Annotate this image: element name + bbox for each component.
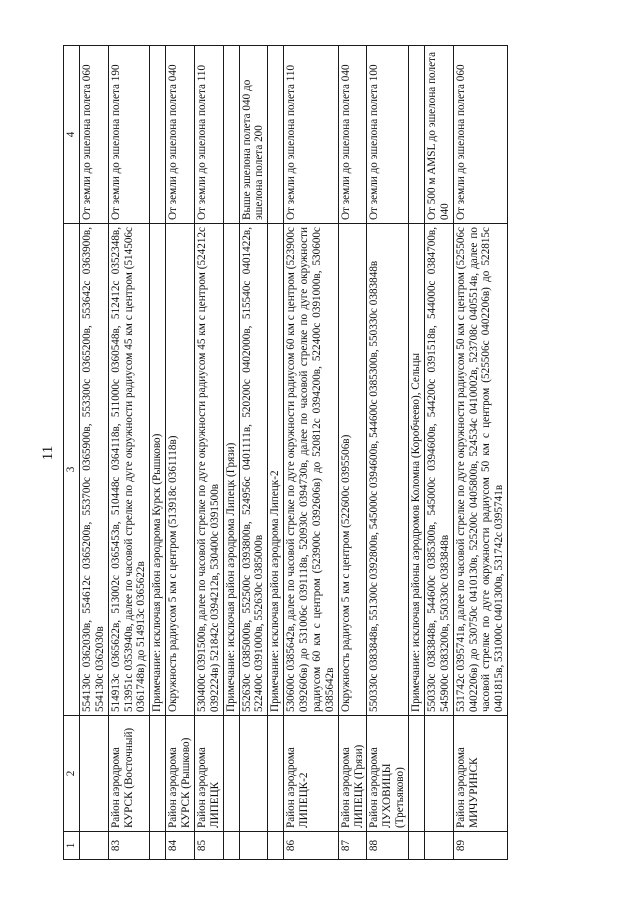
empty-cell bbox=[268, 715, 284, 831]
boundary-description: Окружность радиусом 5 км с центром (522600с 0395506в) bbox=[338, 223, 367, 715]
table-body bbox=[79, 45, 507, 859]
boundary-description: 550330с 0383848в, 551300с 0392800в, 545000с 0394600в, 544600с 0385300в, 550330с 0383848в bbox=[367, 223, 409, 715]
rotated-page bbox=[37, 42, 603, 864]
column-header: 1 bbox=[64, 831, 80, 859]
aerodrome-name bbox=[424, 715, 453, 831]
note-cell: Примечание: исключая район аэродрома Липецк-2 bbox=[268, 223, 284, 715]
aerodrome-name: Район аэродрома ЛИПЕЦК (Грязи) bbox=[338, 715, 367, 831]
altitude-limits: От земли до эшелона полета 110 bbox=[284, 45, 339, 223]
airspace-table bbox=[63, 45, 508, 860]
table-row bbox=[338, 45, 367, 859]
altitude-limits: От земли до эшелона полета 110 bbox=[194, 45, 223, 223]
boundary-description: 514913с 0365622в, 513002с 0365453в, 510448с 0364118в, 511000с 0360548в, 512412с 0352348в, 513951с 0353940в, далее по часовой стрелке по дуге окружности радиусом 45 км с центром (514506с 0361748в) до 514913с 0365622в bbox=[108, 223, 150, 715]
table-row bbox=[453, 45, 508, 859]
table-note-row bbox=[150, 45, 166, 859]
note-cell: Примечание: исключая районы аэродромов Коломна (Коробчеево), Сельцы bbox=[409, 223, 425, 715]
row-number: 85 bbox=[194, 831, 223, 859]
altitude-limits: От земли до эшелона полета 100 bbox=[367, 45, 409, 223]
aerodrome-name: Район аэродрома ЛУХОВИЦЫ (Третьяково) bbox=[367, 715, 409, 831]
boundary-description: 530600с 0385642в, далее по часовой стрелке по дуге окружности радиусом 60 км с центром (523900с 0392606в) до 531006с 0391118в, 520930с 0394730в, далее по часовой стрелке по дуге окружности радиусом 60 км с центром (523900с 0392606в) до 520812с 0394200в, 522400с 0391000в, 530600с 0385642в bbox=[284, 223, 339, 715]
altitude-limits: От земли до эшелона полета 060 bbox=[79, 45, 108, 223]
empty-cell bbox=[268, 831, 284, 859]
note-cell: Примечание: исключая район аэродрома Курск (Рышково) bbox=[150, 223, 166, 715]
empty-cell bbox=[223, 45, 239, 223]
column-header: 3 bbox=[64, 223, 80, 715]
empty-cell bbox=[150, 715, 166, 831]
row-number: 84 bbox=[166, 831, 195, 859]
aerodrome-name: Район аэродрома КУРСК (Рышково) bbox=[166, 715, 195, 831]
empty-cell bbox=[409, 45, 425, 223]
page-number: 11 bbox=[40, 445, 56, 460]
aerodrome-name: Район аэродрома КУРСК (Восточный) bbox=[108, 715, 150, 831]
empty-cell bbox=[150, 45, 166, 223]
row-number: 87 bbox=[338, 831, 367, 859]
boundary-description: 554130с 0362030в, 554612с 0365200в, 553700с 0365900в, 553300с 0365200в, 553642с 0363900в, 554130с 0362030в bbox=[79, 223, 108, 715]
aerodrome-name bbox=[79, 715, 108, 831]
table-row bbox=[194, 45, 223, 859]
aerodrome-name: Район аэродрома ЛИПЕЦК bbox=[194, 715, 223, 831]
empty-cell bbox=[409, 715, 425, 831]
empty-cell bbox=[223, 715, 239, 831]
table-row bbox=[79, 45, 108, 859]
altitude-limits: От земли до эшелона полета 040 bbox=[338, 45, 367, 223]
boundary-description: 550330с 0383848в, 544600с 0385300в, 545000с 0394600в, 544200с 0391518в, 544000с 0384700в, 545900с 0383200в, 550330с 0383848в bbox=[424, 223, 453, 715]
table-note-row bbox=[409, 45, 425, 859]
row-number: 88 bbox=[367, 831, 409, 859]
row-number bbox=[239, 831, 268, 859]
table-row bbox=[166, 45, 195, 859]
altitude-limits: От 500 м AMSL до эшелона полета 040 bbox=[424, 45, 453, 223]
row-number: 89 bbox=[453, 831, 508, 859]
table-header-row bbox=[64, 45, 80, 859]
aerodrome-name bbox=[239, 715, 268, 831]
altitude-limits: От земли до эшелона полета 060 bbox=[453, 45, 508, 223]
row-number: 86 bbox=[284, 831, 339, 859]
table-note-row bbox=[268, 45, 284, 859]
boundary-description: Окружность радиусом 5 км с центром (513918с 0361118в) bbox=[166, 223, 195, 715]
empty-cell bbox=[223, 831, 239, 859]
row-number: 83 bbox=[108, 831, 150, 859]
table-row bbox=[424, 45, 453, 859]
table-row bbox=[239, 45, 268, 859]
aerodrome-name: Район аэродрома МИЧУРИНСК bbox=[453, 715, 508, 831]
empty-cell bbox=[409, 831, 425, 859]
altitude-limits: Выше эшелона полета 040 до эшелона полета 200 bbox=[239, 45, 268, 223]
empty-cell bbox=[150, 831, 166, 859]
column-header: 2 bbox=[64, 715, 80, 831]
row-number bbox=[424, 831, 453, 859]
aerodrome-name: Район аэродрома ЛИПЕЦК-2 bbox=[284, 715, 339, 831]
table-note-row bbox=[223, 45, 239, 859]
boundary-description: 552630с 0385000в, 552500с 0393800в, 524956с 0401111в, 520200с 0402000в, 515540с 0401422в, 522400с 0391000в, 552630с 0385000в bbox=[239, 223, 268, 715]
altitude-limits: От земли до эшелона полета 040 bbox=[166, 45, 195, 223]
column-header: 4 bbox=[64, 45, 80, 223]
boundary-description: 531742с 0395741в, далее по часовой стрелке по дуге окружности радиусом 50 км с центром (525506с 0402206в) до 530750с 0410130в, 525200с 0405800в, 524534с 0410002в, 523708с 0405514в, далее по часовой стрелке по дуге окружности радиусом 50 км с центром (525506с 0402206в) до 522815с 0401815в, 531000с 0401300в, 531742с 0395741в bbox=[453, 223, 508, 715]
table-row bbox=[108, 45, 150, 859]
table-row bbox=[367, 45, 409, 859]
table-row bbox=[284, 45, 339, 859]
empty-cell bbox=[268, 45, 284, 223]
row-number bbox=[79, 831, 108, 859]
boundary-description: 530400с 0391500в, далее по часовой стрелке по дуге окружности радиусом 45 км с центром (524212с 0392224в) 521842с 0394212в, 530400с 0391500в bbox=[194, 223, 223, 715]
altitude-limits: От земли до эшелона полета 190 bbox=[108, 45, 150, 223]
note-cell: Примечание: исключая район аэродрома Липецк (Грязи) bbox=[223, 223, 239, 715]
